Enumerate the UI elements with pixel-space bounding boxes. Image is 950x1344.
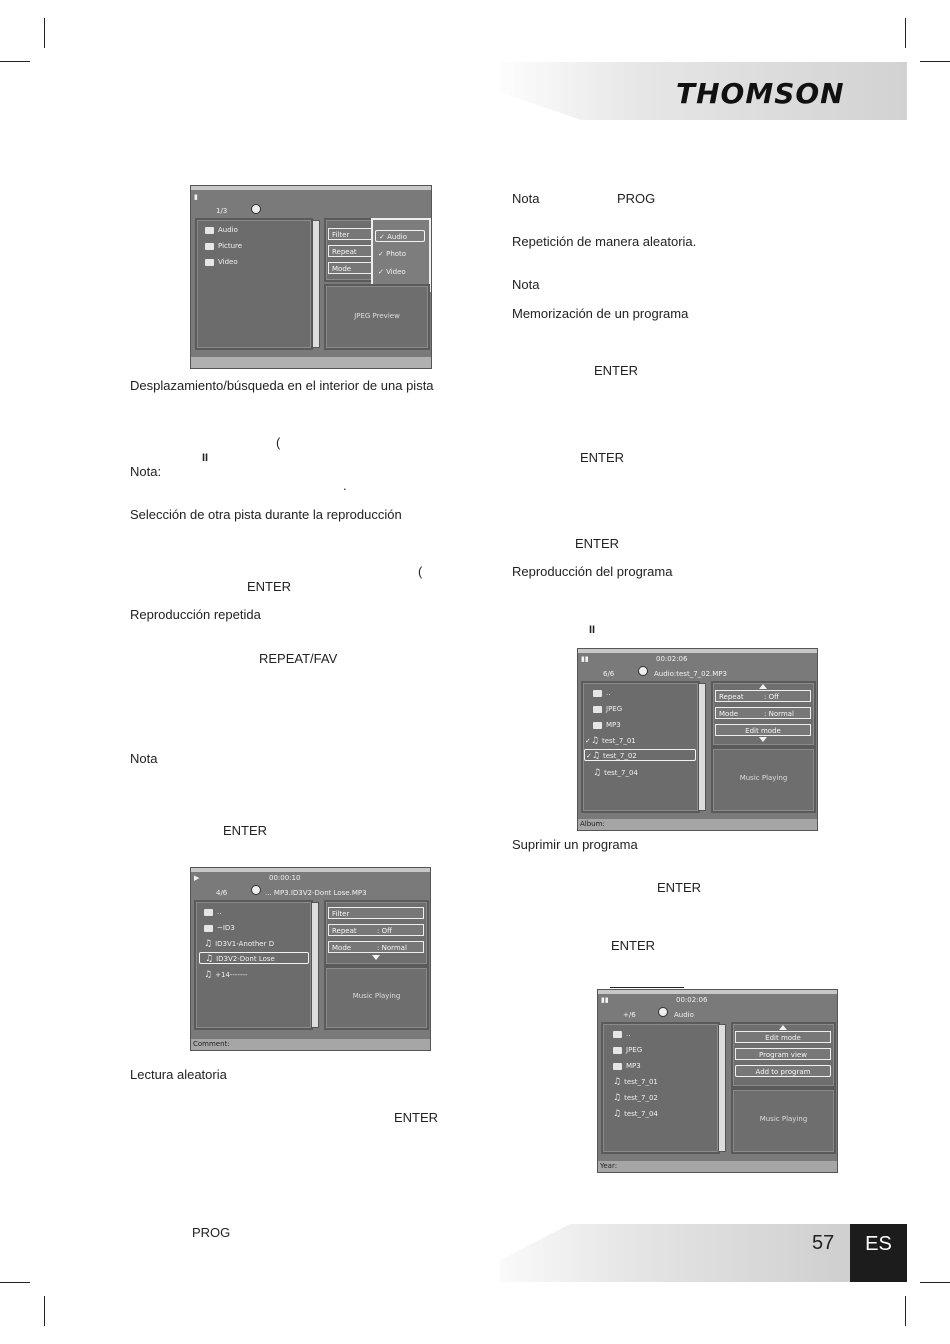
music-note-icon: ♫: [204, 939, 213, 949]
list-item[interactable]: ..: [204, 906, 221, 918]
track-count: 4/6: [216, 889, 228, 897]
list-item-selected[interactable]: ✓♫ test_7_02: [584, 749, 696, 761]
folder-icon: [205, 243, 214, 250]
options-panel: [324, 900, 429, 966]
repeat-button[interactable]: Repeat : Off: [715, 690, 811, 702]
edit-mode-button[interactable]: Edit mode: [735, 1031, 831, 1043]
footer-band: [500, 1224, 850, 1282]
folder-icon: [593, 706, 602, 713]
heading-random: Lectura aleatoria: [130, 1067, 227, 1082]
music-note-icon: ♫: [613, 1077, 622, 1087]
elapsed-time: 00:00:10: [269, 874, 301, 882]
list-item[interactable]: ~ID3: [204, 922, 235, 934]
scrollbar[interactable]: [311, 902, 319, 1028]
enter-key: ENTER: [247, 579, 292, 594]
music-note-icon: ♫: [613, 1093, 622, 1103]
scroll-up-arrow[interactable]: [759, 684, 767, 689]
pause-indicator: ▮▮: [601, 996, 609, 1004]
filter-button[interactable]: Filter: [328, 907, 424, 919]
list-item[interactable]: MP3: [593, 719, 621, 731]
screen-top-bar: [191, 186, 431, 190]
crop-mark: [905, 18, 906, 48]
file-path: ... MP3.ID3V2-Dont Lose.MP3: [265, 889, 367, 897]
crop-mark: [920, 1282, 950, 1283]
repeat-button[interactable]: Repeat: [328, 245, 378, 257]
file-list: [195, 218, 313, 350]
scrollbar[interactable]: [312, 220, 320, 348]
screenshot-edit-mode: [577, 648, 818, 831]
enter-key: ENTER: [394, 1110, 439, 1125]
screenshot-program-menu: [597, 989, 838, 1173]
enter-key: ENTER: [223, 823, 268, 838]
period: .: [343, 478, 347, 493]
program-view-button[interactable]: Program view: [735, 1048, 831, 1060]
pause-symbol: II: [589, 624, 596, 636]
enter-key: ENTER: [580, 450, 625, 465]
prog-key: PROG: [617, 191, 656, 206]
folder-icon: [613, 1063, 622, 1070]
mode-button[interactable]: Mode : Normal: [715, 707, 811, 719]
track-count: +/6: [623, 1011, 636, 1019]
crop-mark: [0, 61, 30, 62]
screenshot-music-playing: [190, 867, 431, 1051]
list-item[interactable]: ♫ test_7_04: [613, 1109, 658, 1119]
list-item[interactable]: Picture: [205, 240, 242, 252]
mode-button[interactable]: Mode : Normal: [328, 941, 424, 953]
enter-key: ENTER: [657, 880, 702, 895]
elapsed-time: 00:02:06: [676, 996, 708, 1004]
repeat-button[interactable]: Repeat : Off: [328, 924, 424, 936]
track-count: 6/6: [603, 670, 615, 678]
heading-repeat: Reproducción repetida: [130, 607, 261, 622]
folder-up-icon: [593, 690, 602, 697]
disc-icon: [251, 885, 261, 895]
music-note-icon: ♫: [591, 751, 600, 761]
list-item[interactable]: ♫ test_7_01: [613, 1077, 658, 1087]
scroll-up-arrow[interactable]: [779, 1025, 787, 1030]
crop-mark: [44, 18, 45, 48]
divider-line: [610, 987, 684, 988]
page-number: 57: [812, 1232, 835, 1254]
scrollbar[interactable]: [718, 1024, 726, 1152]
prog-key: PROG: [192, 1225, 231, 1240]
pause-indicator: ▮: [194, 193, 198, 201]
elapsed-time: 00:02:06: [656, 655, 688, 663]
add-to-program-button[interactable]: Add to program: [735, 1065, 831, 1077]
check-icon: ✓: [586, 752, 592, 760]
language-badge: ES: [850, 1224, 907, 1282]
play-indicator: ▶: [194, 874, 200, 882]
list-item[interactable]: ♫ ID3V1-Another D: [204, 939, 275, 949]
note-label: Nota: [512, 277, 540, 292]
filter-button[interactable]: Filter: [328, 228, 378, 240]
preview-pane: Music Playing: [324, 966, 429, 1030]
music-note-icon: ♫: [205, 954, 214, 964]
folder-icon: [613, 1047, 622, 1054]
folder-icon: [205, 227, 214, 234]
list-item[interactable]: ♫ test_7_02: [613, 1093, 658, 1103]
folder-icon: [205, 259, 214, 266]
paren: (: [276, 435, 281, 450]
heading-delete-program: Suprimir un programa: [512, 837, 638, 852]
disc-icon: [251, 204, 261, 214]
enter-key: ENTER: [611, 938, 656, 953]
pause-indicator: ▮▮: [581, 655, 589, 663]
filter-popup: [371, 218, 431, 292]
repeat-fav-key: REPEAT/FAV: [259, 651, 338, 666]
screen-top-bar: [598, 990, 837, 994]
screen-top-bar: [578, 649, 817, 653]
status-bar: Album:: [578, 819, 817, 830]
list-item[interactable]: ♫ test_7_04: [593, 768, 638, 778]
crop-mark: [905, 1296, 906, 1326]
list-item[interactable]: Audio: [205, 224, 238, 236]
status-bar: Comment:: [191, 1039, 430, 1050]
crop-mark: [920, 61, 950, 62]
enter-key: ENTER: [594, 363, 639, 378]
music-note-icon: ♫: [593, 768, 602, 778]
filter-option-photo[interactable]: ✓ Photo: [378, 250, 407, 258]
brand-logo: THOMSON: [676, 77, 845, 110]
file-path: Audio:test_7_02.MP3: [654, 670, 727, 678]
scrollbar[interactable]: [698, 683, 706, 811]
heading-play-program: Reproducción del programa: [512, 564, 673, 579]
note-label: Nota: [512, 191, 540, 206]
list-item[interactable]: JPEG: [613, 1044, 642, 1056]
file-list: [601, 1022, 720, 1154]
file-list: [194, 900, 313, 1030]
file-path: Audio: [674, 1011, 694, 1019]
status-bar: Year:: [598, 1161, 837, 1172]
scroll-down-arrow[interactable]: [759, 737, 767, 742]
disc-icon: [658, 1007, 668, 1017]
music-note-icon: ♫: [613, 1109, 622, 1119]
list-item[interactable]: JPEG: [593, 703, 622, 715]
preview-pane: JPEG Preview: [324, 284, 430, 350]
track-count: 1/3: [216, 207, 228, 215]
list-item[interactable]: MP3: [613, 1060, 641, 1072]
check-icon: ✓: [585, 737, 591, 745]
status-bar: [191, 357, 431, 368]
filter-option-audio[interactable]: ✓ Audio: [375, 230, 425, 242]
enter-key: ENTER: [575, 536, 620, 551]
file-list: [581, 681, 700, 813]
heading-select-track: Selección de otra pista durante la reproducción: [130, 507, 402, 522]
options-panel: [711, 681, 816, 747]
pause-symbol: II: [202, 452, 209, 464]
filter-option-video[interactable]: ✓ Video: [378, 268, 406, 276]
folder-icon: [593, 722, 602, 729]
screen-top-bar: [191, 868, 430, 872]
list-item[interactable]: ♫ +14-------: [204, 970, 248, 980]
folder-icon: [204, 925, 213, 932]
heading-random-repeat: Repetición de manera aleatoria.: [512, 234, 697, 249]
folder-up-icon: [204, 909, 213, 916]
crop-mark: [44, 1296, 45, 1326]
preview-pane: Music Playing: [731, 1088, 836, 1154]
paren: (: [418, 564, 423, 579]
options-panel: [731, 1022, 836, 1088]
scroll-down-arrow[interactable]: [372, 955, 380, 960]
crop-mark: [0, 1282, 30, 1283]
music-note-icon: ♫: [204, 970, 213, 980]
preview-pane: Music Playing: [711, 747, 816, 813]
edit-mode-button[interactable]: Edit mode: [715, 724, 811, 736]
mode-button[interactable]: Mode: [328, 262, 378, 274]
list-item[interactable]: Video: [205, 256, 238, 268]
list-item-selected[interactable]: ♫ ID3V2-Dont Lose: [199, 952, 309, 964]
heading-memorize-program: Memorización de un programa: [512, 306, 689, 321]
note-label: Nota: [130, 751, 158, 766]
list-item[interactable]: ..: [613, 1028, 630, 1040]
screenshot-filter-menu: [190, 185, 432, 369]
list-item[interactable]: ..: [593, 687, 610, 699]
music-note-icon: ♫: [590, 736, 599, 746]
folder-up-icon: [613, 1031, 622, 1038]
note-label: Nota:: [130, 464, 162, 479]
list-item[interactable]: ✓♫ test_7_01: [585, 736, 636, 746]
disc-icon: [638, 666, 648, 676]
heading-search: Desplazamiento/búsqueda en el interior de una pista: [130, 378, 434, 393]
